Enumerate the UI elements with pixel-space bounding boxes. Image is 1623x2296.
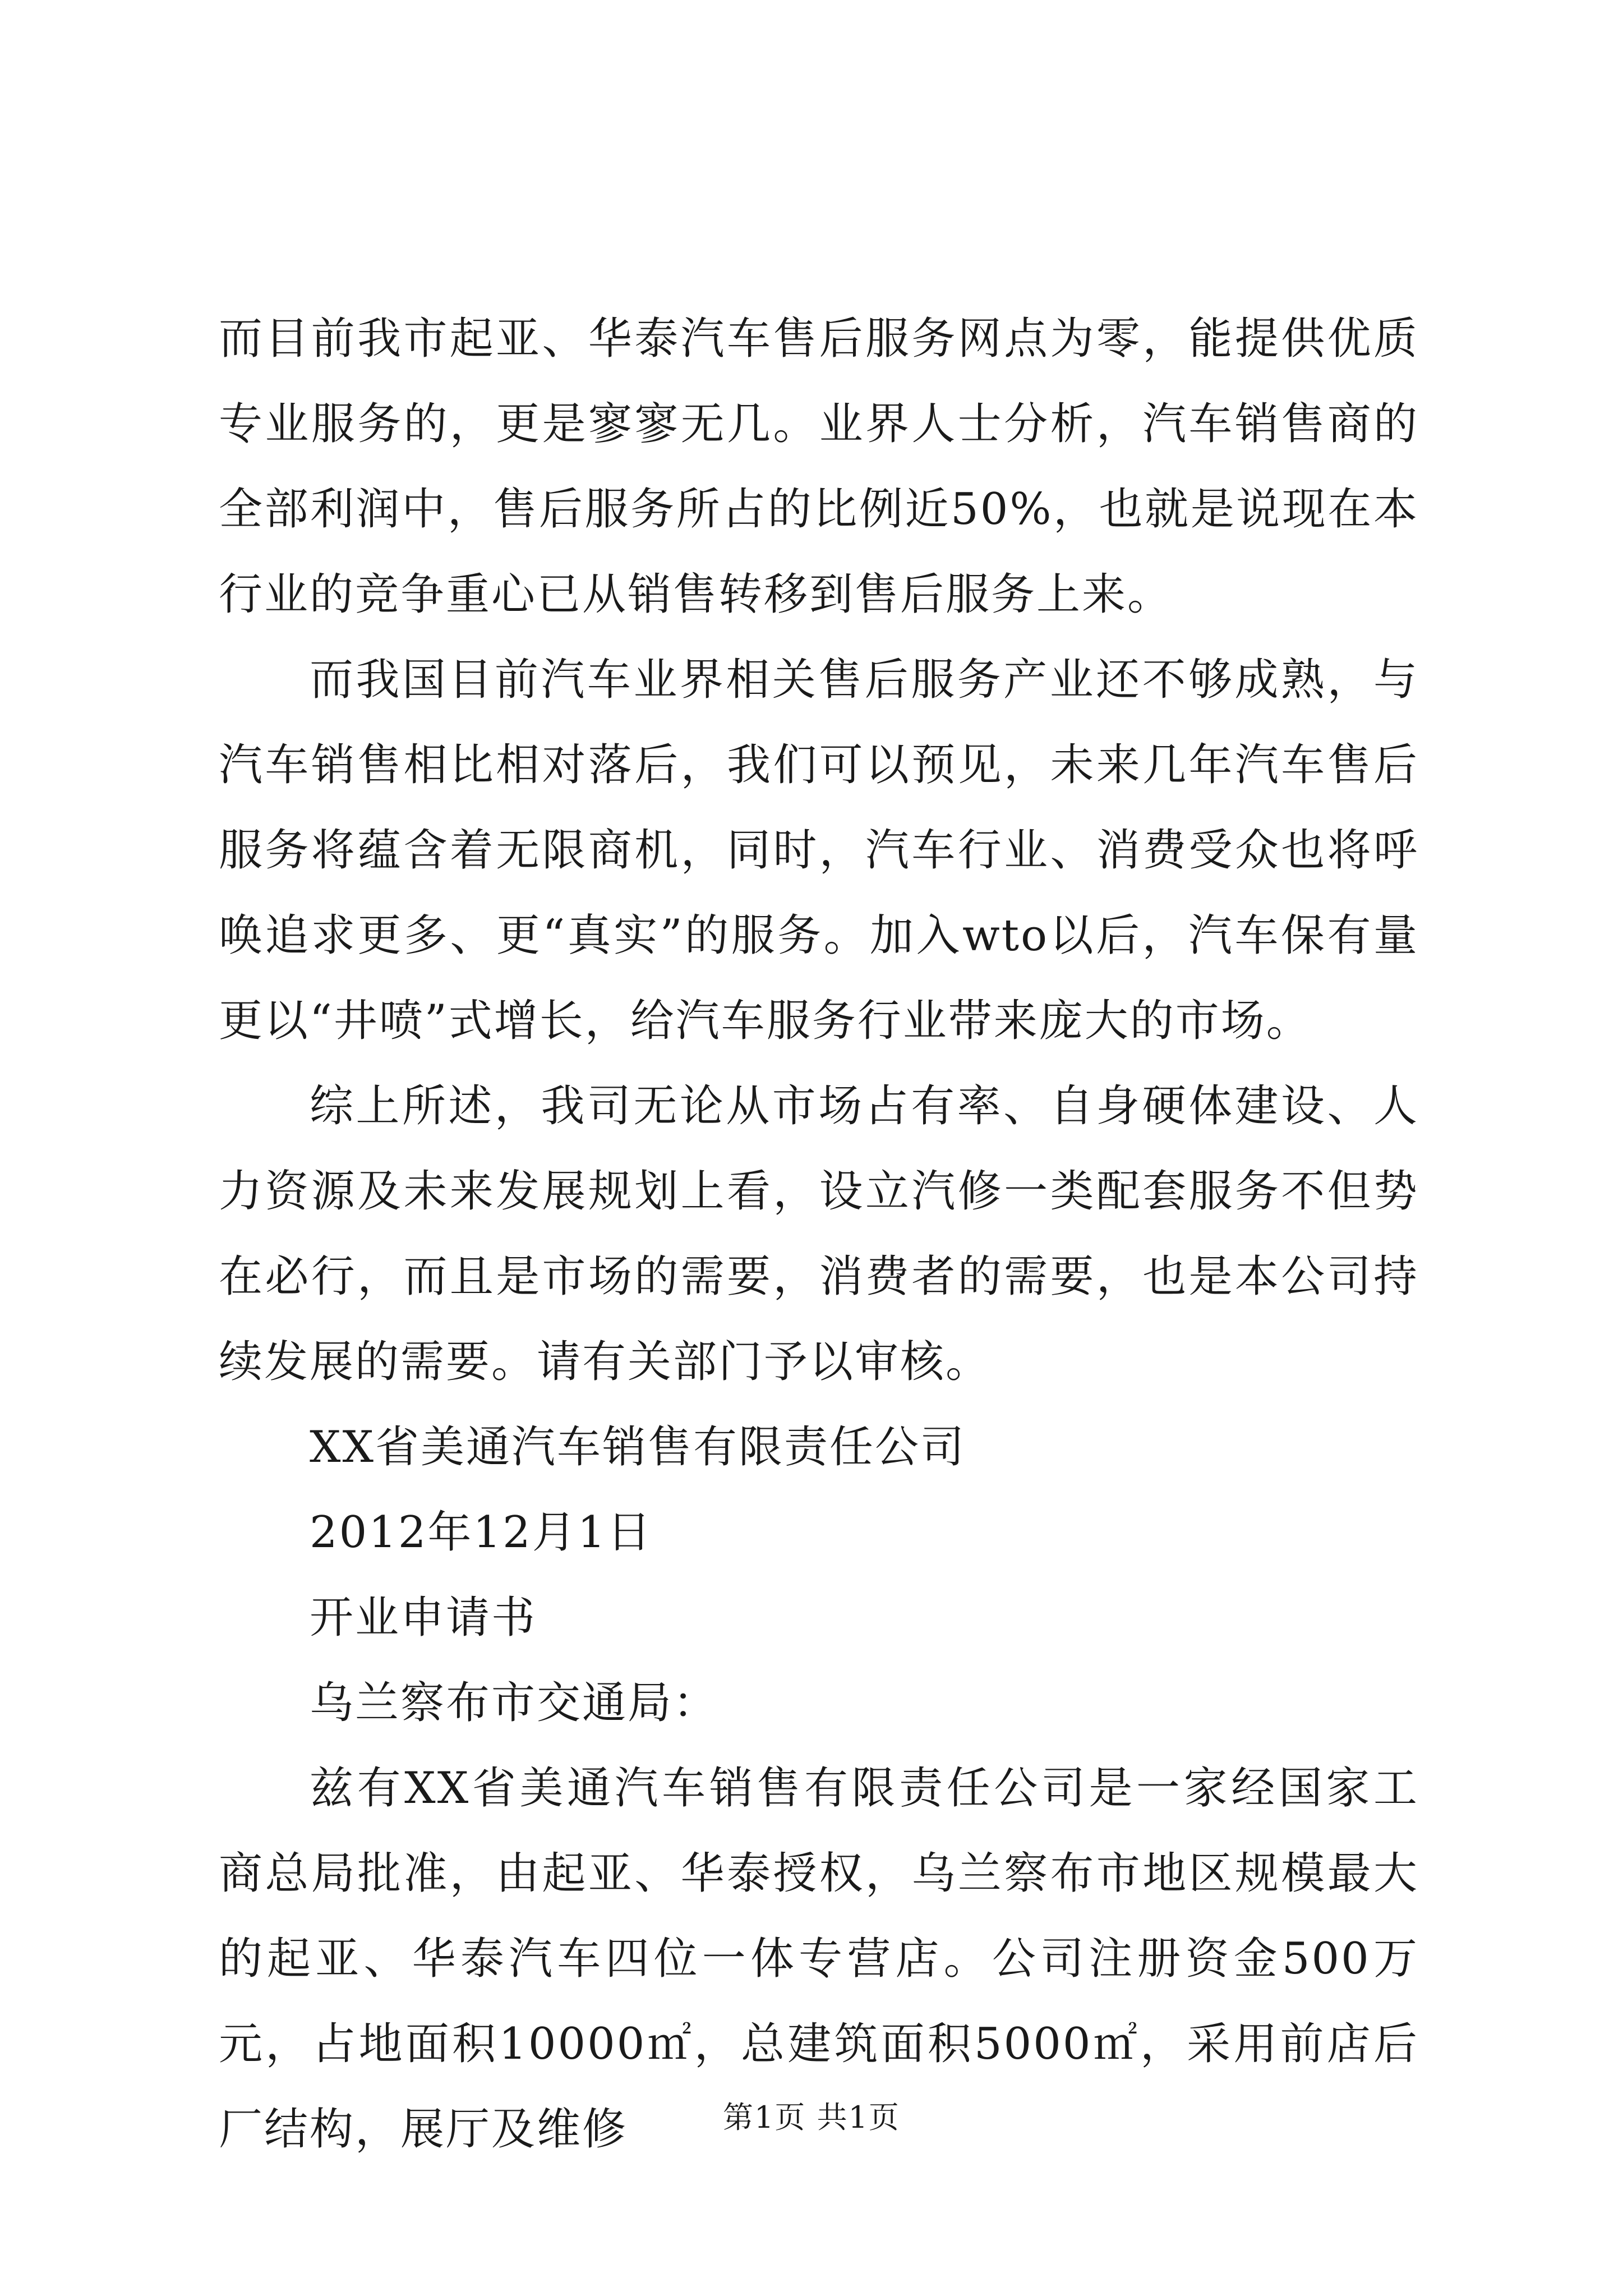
- second-document-title: 开业申请书: [310, 1593, 537, 1643]
- paragraph-conclusion: 综上所述，我司无论从市场占有率、自身硬体建设、人力资源及未来发展规划上看，设立汽修一类配套服务不但势在必行，而且是市场的需要，消费者的需要，也是本公司持续发展的需要。请有关部门予以审核。: [219, 1081, 1419, 1387]
- paragraph-company-intro: 兹有XX省美通汽车销售有限责任公司是一家经国家工商总局批准，由起亚、华泰授权，乌兰察布市地区规模最大的起亚、华泰汽车四位一体专营店。公司注册资金500万元，占地面积10000㎡，总建筑面积5000㎡，采用前店后厂结构，展厅及维修: [219, 1763, 1419, 2155]
- document-body: [219, 296, 1419, 2172]
- signature-date: 2012年12月1日: [310, 1507, 653, 1558]
- paragraph-industry-outlook: 而我国目前汽车业界相关售后服务产业还不够成熟，与汽车销售相比相对落后，我们可以预见，未来几年汽车售后服务将蕴含着无限商机，同时，汽车行业、消费受众也将呼唤追求更多、更“真实”的服务。加入wto以后，汽车保有量更以“井喷”式增长，给汽车服务行业带来庞大的市场。: [219, 655, 1419, 1046]
- signature-company: XX省美通汽车销售有限责任公司: [310, 1422, 966, 1473]
- page-footer: 第1页 共1页: [723, 2100, 900, 2135]
- addressee: 乌兰察布市交通局：: [310, 1678, 719, 1728]
- paragraph-after-sales-market: 而目前我市起亚、华泰汽车售后服务网点为零，能提供优质专业服务的，更是寥寥无几。业界人士分析，汽车销售商的全部利润中，售后服务所占的比例近50%，也就是说现在本行业的竞争重心已从销售转移到售后服务上来。: [219, 314, 1419, 620]
